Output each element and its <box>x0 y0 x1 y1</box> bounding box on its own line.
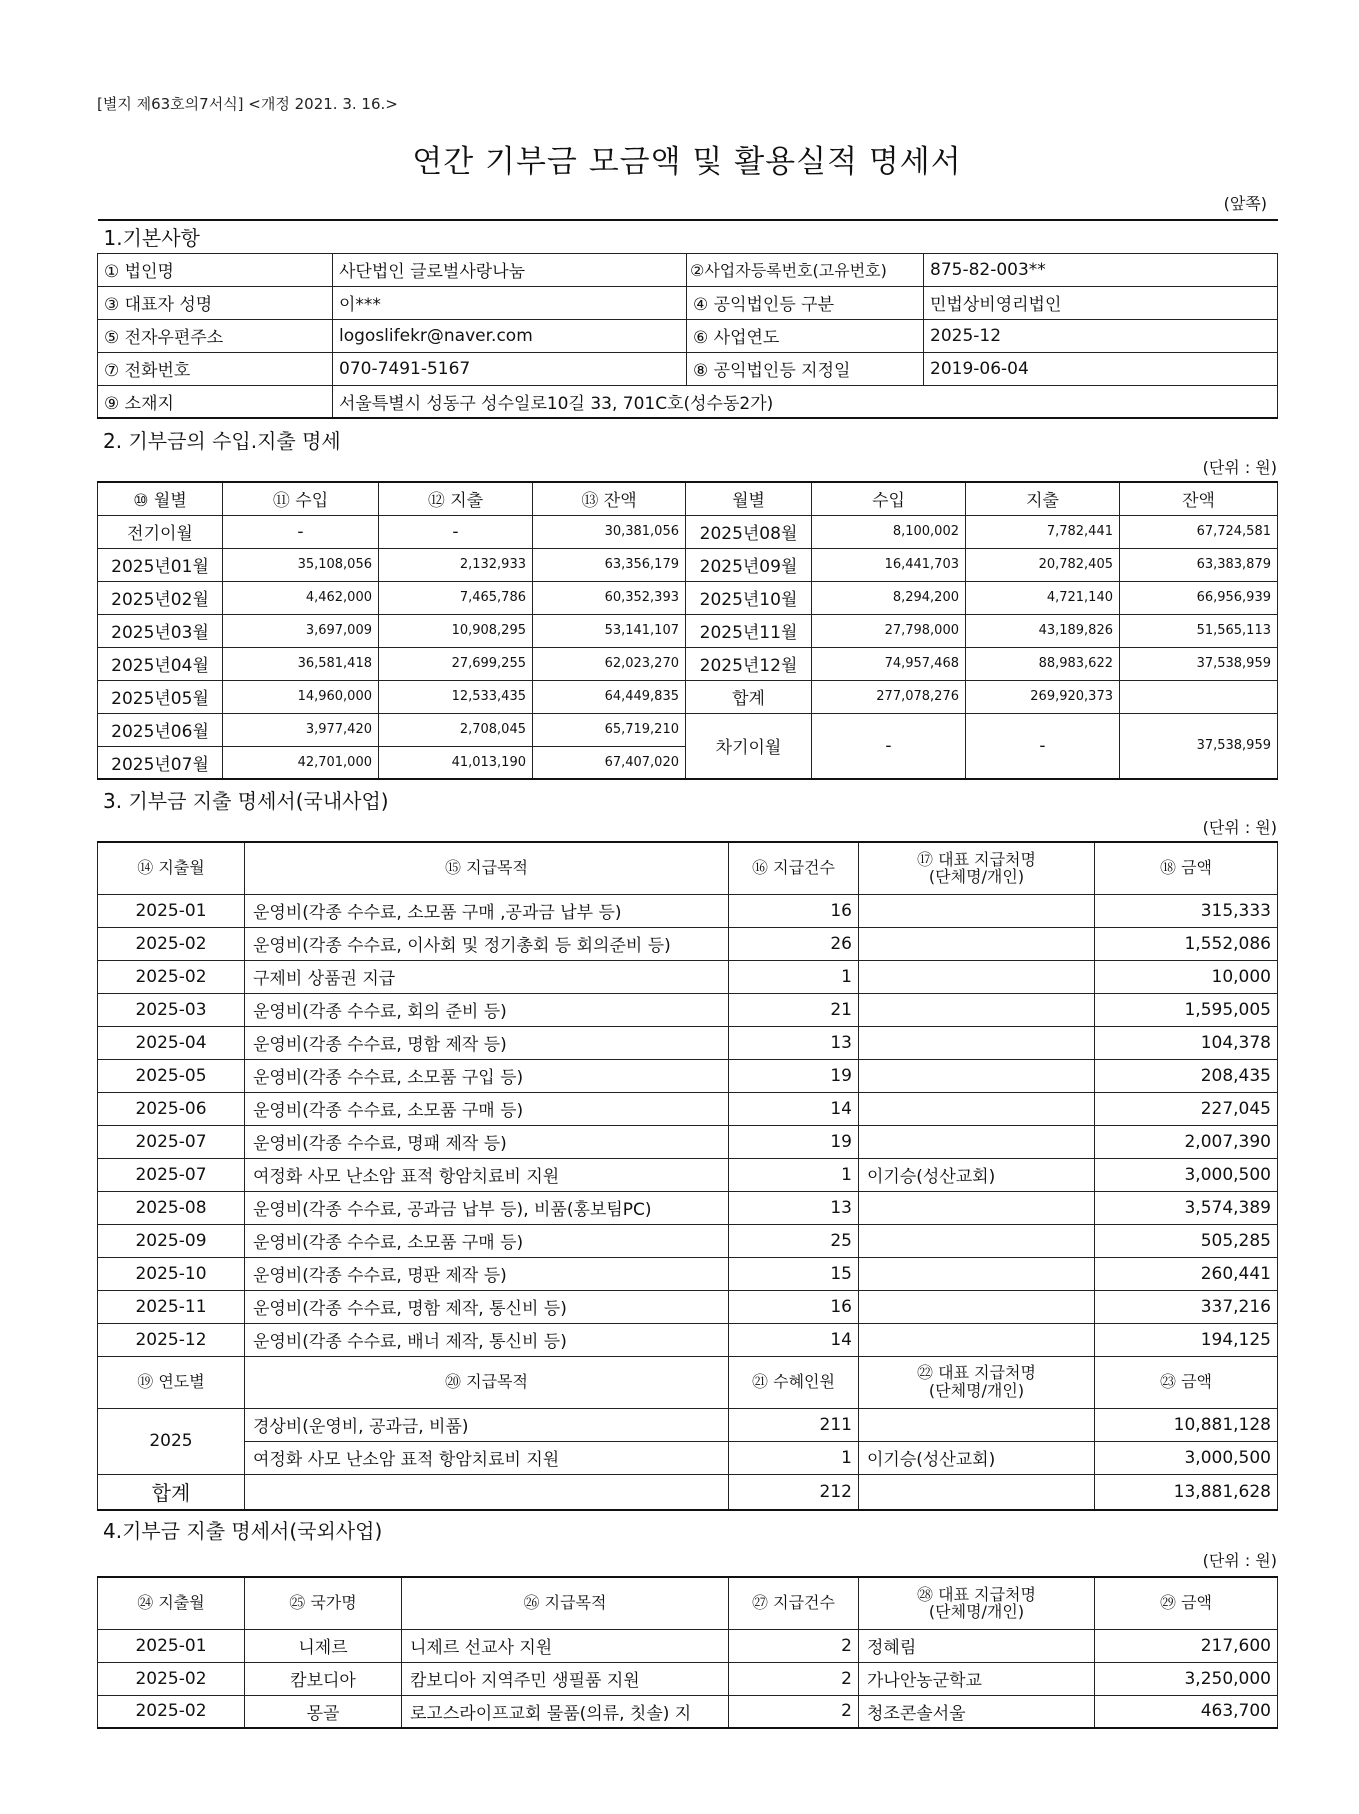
balance-cell: 53,141,107 <box>533 614 686 647</box>
month-cell: 2025년10월 <box>686 581 812 614</box>
corp-name-label: ① 법인명 <box>98 253 333 286</box>
income-cell: 8,294,200 <box>812 581 966 614</box>
count-cell: 13 <box>729 1191 859 1224</box>
payee-cell: 이기승(성산교회) <box>859 1158 1095 1191</box>
balance-cell: 62,023,270 <box>533 647 686 680</box>
rep-value: 이*** <box>333 286 687 319</box>
table-row <box>98 1323 1278 1356</box>
column-header: ⑩ 월별 <box>98 482 223 515</box>
table-row <box>98 548 1278 581</box>
column-header: ㉓ 금액 <box>1095 1356 1278 1408</box>
purpose-cell: 로고스라이프교회 물품(의류, 칫솔) 지 <box>402 1695 729 1728</box>
amount-cell: 227,045 <box>1095 1092 1278 1125</box>
purpose-cell: 운영비(각종 수수료, 공과금 납부 등), 비품(홍보팀PC) <box>245 1191 729 1224</box>
column-header: ㉙ 금액 <box>1095 1577 1278 1629</box>
table-row <box>98 1290 1278 1323</box>
section-1-title: 1.기본사항 <box>98 220 1278 253</box>
amount-cell: 104,378 <box>1095 1026 1278 1059</box>
rep-label: ③ 대표자 성명 <box>98 286 333 319</box>
income-cell: 3,697,009 <box>223 614 379 647</box>
table-row <box>98 1026 1278 1059</box>
month-cell: 2025년08월 <box>686 515 812 548</box>
month-cell: 2025-01 <box>98 1629 245 1662</box>
expense-cell: 4,721,140 <box>966 581 1120 614</box>
section-2-title: 2. 기부금의 수입.지출 명세 <box>103 429 341 453</box>
balance-cell: 67,724,581 <box>1120 515 1278 548</box>
column-header: ⑲ 연도별 <box>98 1356 245 1408</box>
amount-cell: 3,250,000 <box>1095 1662 1278 1695</box>
month-cell: 2025년01월 <box>98 548 223 581</box>
count-cell: 16 <box>729 1290 859 1323</box>
amount-cell: 10,000 <box>1095 960 1278 993</box>
payee-cell <box>859 1092 1095 1125</box>
section-3-title: 3. 기부금 지출 명세서(국내사업) <box>103 789 389 813</box>
count-cell: 25 <box>729 1224 859 1257</box>
income-cell: 4,462,000 <box>223 581 379 614</box>
purpose-cell <box>245 1474 729 1510</box>
column-header: ㉘ 대표 지급처명 (단체명/개인) <box>859 1577 1095 1629</box>
type-value: 민법상비영리법인 <box>924 286 1278 319</box>
count-cell: 14 <box>729 1092 859 1125</box>
section-4-title: 4.기부금 지출 명세서(국외사업) <box>103 1519 383 1543</box>
payee-cell: 이기승(성산교회) <box>859 1441 1095 1474</box>
balance-cell: 65,719,210 <box>533 713 686 746</box>
table-header-row <box>98 482 1278 515</box>
balance-cell: 30,381,056 <box>533 515 686 548</box>
payee-cell <box>859 927 1095 960</box>
count-cell: 2 <box>729 1695 859 1728</box>
form-id: [별지 제63호의7서식] <개정 2021. 3. 16.> <box>97 95 398 113</box>
expense-cell: 10,908,295 <box>379 614 533 647</box>
count-cell: 1 <box>729 1158 859 1191</box>
address-label: ⑨ 소재지 <box>98 385 333 418</box>
expense-cell: 269,920,373 <box>966 680 1120 713</box>
month-cell: 2025년09월 <box>686 548 812 581</box>
country-cell: 니제르 <box>245 1629 402 1662</box>
table-row <box>98 1092 1278 1125</box>
purpose-cell: 캄보디아 지역주민 생필품 지원 <box>402 1662 729 1695</box>
bizno-value: 875-82-003** <box>924 253 1278 286</box>
amount-cell: 3,000,500 <box>1095 1441 1278 1474</box>
balance-cell: 51,565,113 <box>1120 614 1278 647</box>
month-cell: 2025-12 <box>98 1323 245 1356</box>
expense-cell: 88,983,622 <box>966 647 1120 680</box>
income-cell: 16,441,703 <box>812 548 966 581</box>
month-cell: 2025-07 <box>98 1125 245 1158</box>
column-header: ㉖ 지급목적 <box>402 1577 729 1629</box>
month-cell: 2025-05 <box>98 1059 245 1092</box>
count-cell: 19 <box>729 1125 859 1158</box>
month-cell: 2025년04월 <box>98 647 223 680</box>
balance-cell: 67,407,020 <box>533 746 686 779</box>
purpose-cell: 운영비(각종 수수료, 소모품 구매 ,공과금 납부 등) <box>245 894 729 927</box>
purpose-cell: 여정화 사모 난소암 표적 항암치료비 지원 <box>245 1441 729 1474</box>
income-cell: 277,078,276 <box>812 680 966 713</box>
income-cell: 14,960,000 <box>223 680 379 713</box>
month-cell: 2025년03월 <box>98 614 223 647</box>
income-cell: 8,100,002 <box>812 515 966 548</box>
amount-cell: 208,435 <box>1095 1059 1278 1092</box>
table-row <box>98 993 1278 1026</box>
payee-cell <box>859 1257 1095 1290</box>
column-header: ㉗ 지급건수 <box>729 1577 859 1629</box>
carry-expense-cell: - <box>966 713 1120 779</box>
table-row <box>98 1662 1278 1695</box>
month-cell: 전기이월 <box>98 515 223 548</box>
expense-cell: - <box>379 515 533 548</box>
month-cell: 2025-06 <box>98 1092 245 1125</box>
amount-cell: 10,881,128 <box>1095 1408 1278 1441</box>
payee-cell <box>859 1191 1095 1224</box>
count-cell: 21 <box>729 993 859 1026</box>
month-cell: 2025년12월 <box>686 647 812 680</box>
domestic-table <box>97 841 1278 1511</box>
payee-cell <box>859 894 1095 927</box>
table-row <box>98 1408 1278 1441</box>
purpose-cell: 구제비 상품권 지급 <box>245 960 729 993</box>
ledger-table <box>97 481 1278 780</box>
year-value: 2025-12 <box>924 319 1278 352</box>
payee-cell <box>859 1323 1095 1356</box>
purpose-cell: 운영비(각종 수수료, 이사회 및 정기총회 등 회의준비 등) <box>245 927 729 960</box>
income-cell: 74,957,468 <box>812 647 966 680</box>
side-note: (앞쪽) <box>1223 194 1267 213</box>
count-cell: 211 <box>729 1408 859 1441</box>
table-row <box>98 927 1278 960</box>
month-cell: 2025-02 <box>98 1695 245 1728</box>
payee-cell <box>859 1224 1095 1257</box>
column-header: 월별 <box>686 482 812 515</box>
expense-cell: 7,465,786 <box>379 581 533 614</box>
purpose-cell: 운영비(각종 수수료, 소모품 구매 등) <box>245 1092 729 1125</box>
amount-cell: 194,125 <box>1095 1323 1278 1356</box>
table-row <box>98 1695 1278 1728</box>
payee-cell: 정혜림 <box>859 1629 1095 1662</box>
year-cell: 2025 <box>98 1408 245 1474</box>
column-header: ⑮ 지급목적 <box>245 842 729 894</box>
payee-cell: 청조콘솔서울 <box>859 1695 1095 1728</box>
month-cell: 합계 <box>686 680 812 713</box>
table-row <box>98 1257 1278 1290</box>
table-header-row <box>98 842 1278 894</box>
month-cell: 2025-02 <box>98 960 245 993</box>
amount-cell: 337,216 <box>1095 1290 1278 1323</box>
purpose-cell: 운영비(각종 수수료, 소모품 구입 등) <box>245 1059 729 1092</box>
phone-value: 070-7491-5167 <box>333 352 687 385</box>
count-cell: 2 <box>729 1629 859 1662</box>
table-row <box>98 1158 1278 1191</box>
type-label: ④ 공익법인등 구분 <box>687 286 924 319</box>
amount-cell: 217,600 <box>1095 1629 1278 1662</box>
table-row <box>98 1125 1278 1158</box>
amount-cell: 3,000,500 <box>1095 1158 1278 1191</box>
expense-cell: 27,699,255 <box>379 647 533 680</box>
purpose-cell: 경상비(운영비, 공과금, 비품) <box>245 1408 729 1441</box>
table-row <box>98 680 1278 713</box>
income-cell: 42,701,000 <box>223 746 379 779</box>
column-header: ⑳ 지급목적 <box>245 1356 729 1408</box>
total-label: 합계 <box>98 1474 245 1510</box>
month-cell: 2025년02월 <box>98 581 223 614</box>
table-row <box>98 647 1278 680</box>
country-cell: 몽골 <box>245 1695 402 1728</box>
designated-label: ⑧ 공익법인등 지정일 <box>687 352 924 385</box>
expense-cell: 41,013,190 <box>379 746 533 779</box>
table-header-row <box>98 1356 1278 1408</box>
payee-cell <box>859 1026 1095 1059</box>
payee-cell <box>859 1408 1095 1441</box>
total-row <box>98 1474 1278 1510</box>
payee-cell <box>859 1290 1095 1323</box>
month-cell: 2025-04 <box>98 1026 245 1059</box>
expense-cell: 2,708,045 <box>379 713 533 746</box>
amount-cell: 260,441 <box>1095 1257 1278 1290</box>
payee-cell: 가나안농군학교 <box>859 1662 1095 1695</box>
basic-info-table <box>97 219 1278 419</box>
balance-cell: 64,449,835 <box>533 680 686 713</box>
purpose-cell: 니제르 선교사 지원 <box>402 1629 729 1662</box>
table-header-row <box>98 1577 1278 1629</box>
table-row <box>98 614 1278 647</box>
count-cell: 16 <box>729 894 859 927</box>
column-header: 수입 <box>812 482 966 515</box>
column-header: 잔액 <box>1120 482 1278 515</box>
email-value: logoslifekr@naver.com <box>333 319 687 352</box>
column-header: ⑪ 수입 <box>223 482 379 515</box>
table-row <box>98 1629 1278 1662</box>
table-row <box>98 713 1278 746</box>
income-cell: 35,108,056 <box>223 548 379 581</box>
column-header: ⑭ 지출월 <box>98 842 245 894</box>
count-cell: 1 <box>729 960 859 993</box>
expense-cell: 20,782,405 <box>966 548 1120 581</box>
amount-cell: 315,333 <box>1095 894 1278 927</box>
unit-note-2: (단위 : 원) <box>1202 458 1277 477</box>
month-cell: 2025-01 <box>98 894 245 927</box>
month-cell: 2025-02 <box>98 1662 245 1695</box>
payee-cell <box>859 1474 1095 1510</box>
country-cell: 캄보디아 <box>245 1662 402 1695</box>
month-cell: 2025년05월 <box>98 680 223 713</box>
table-row <box>98 515 1278 548</box>
month-cell: 2025-07 <box>98 1158 245 1191</box>
page-title: 연간 기부금 모금액 및 활용실적 명세서 <box>412 144 962 180</box>
table-row <box>98 581 1278 614</box>
month-cell: 2025-03 <box>98 993 245 1026</box>
column-header: ⑱ 금액 <box>1095 842 1278 894</box>
unit-note-3: (단위 : 원) <box>1202 818 1277 837</box>
count-cell: 19 <box>729 1059 859 1092</box>
column-header: ㉒ 대표 지급처명 (단체명/개인) <box>859 1356 1095 1408</box>
total-count: 212 <box>729 1474 859 1510</box>
table-row <box>98 1191 1278 1224</box>
month-cell: 2025-09 <box>98 1224 245 1257</box>
amount-cell: 463,700 <box>1095 1695 1278 1728</box>
carry-income-cell: - <box>812 713 966 779</box>
expense-cell: 7,782,441 <box>966 515 1120 548</box>
column-header: ㉑ 수혜인원 <box>729 1356 859 1408</box>
address-value: 서울특별시 성동구 성수일로10길 33, 701C호(성수동2가) <box>333 385 1278 418</box>
expense-cell: 12,533,435 <box>379 680 533 713</box>
amount-cell: 3,574,389 <box>1095 1191 1278 1224</box>
table-row <box>98 1059 1278 1092</box>
balance-cell: 66,956,939 <box>1120 581 1278 614</box>
column-header: ⑯ 지급건수 <box>729 842 859 894</box>
count-cell: 13 <box>729 1026 859 1059</box>
overseas-table <box>97 1576 1278 1729</box>
balance-cell: 63,356,179 <box>533 548 686 581</box>
purpose-cell: 운영비(각종 수수료, 소모품 구매 등) <box>245 1224 729 1257</box>
corp-name-value: 사단법인 글로벌사랑나눔 <box>333 253 687 286</box>
designated-value: 2019-06-04 <box>924 352 1278 385</box>
purpose-cell: 운영비(각종 수수료, 명함 제작 등) <box>245 1026 729 1059</box>
total-amount: 13,881,628 <box>1095 1474 1278 1510</box>
count-cell: 1 <box>729 1441 859 1474</box>
payee-cell <box>859 1059 1095 1092</box>
balance-cell <box>1120 680 1278 713</box>
amount-cell: 1,552,086 <box>1095 927 1278 960</box>
column-header: ⑫ 지출 <box>379 482 533 515</box>
month-cell: 2025-08 <box>98 1191 245 1224</box>
column-header: ⑬ 잔액 <box>533 482 686 515</box>
table-row <box>98 960 1278 993</box>
month-cell: 2025년07월 <box>98 746 223 779</box>
phone-label: ⑦ 전화번호 <box>98 352 333 385</box>
column-header: 지출 <box>966 482 1120 515</box>
purpose-cell: 운영비(각종 수수료, 명판 제작 등) <box>245 1257 729 1290</box>
income-cell: 27,798,000 <box>812 614 966 647</box>
amount-cell: 505,285 <box>1095 1224 1278 1257</box>
count-cell: 14 <box>729 1323 859 1356</box>
carry-month-cell: 차기이월 <box>686 713 812 779</box>
column-header: ⑰ 대표 지급처명 (단체명/개인) <box>859 842 1095 894</box>
count-cell: 15 <box>729 1257 859 1290</box>
table-row <box>98 894 1278 927</box>
balance-cell: 60,352,393 <box>533 581 686 614</box>
payee-cell <box>859 1125 1095 1158</box>
month-cell: 2025년06월 <box>98 713 223 746</box>
purpose-cell: 여정화 사모 난소암 표적 항암치료비 지원 <box>245 1158 729 1191</box>
expense-cell: 43,189,826 <box>966 614 1120 647</box>
purpose-cell: 운영비(각종 수수료, 회의 준비 등) <box>245 993 729 1026</box>
month-cell: 2025-11 <box>98 1290 245 1323</box>
income-cell: 3,977,420 <box>223 713 379 746</box>
month-cell: 2025년11월 <box>686 614 812 647</box>
payee-cell <box>859 993 1095 1026</box>
column-header: ㉕ 국가명 <box>245 1577 402 1629</box>
income-cell: 36,581,418 <box>223 647 379 680</box>
count-cell: 26 <box>729 927 859 960</box>
month-cell: 2025-02 <box>98 927 245 960</box>
bizno-label: ②사업자등록번호(고유번호) <box>687 253 924 286</box>
balance-cell: 63,383,879 <box>1120 548 1278 581</box>
table-row <box>98 1441 1278 1474</box>
table-row <box>98 1224 1278 1257</box>
purpose-cell: 운영비(각종 수수료, 배너 제작, 통신비 등) <box>245 1323 729 1356</box>
purpose-cell: 운영비(각종 수수료, 명패 제작 등) <box>245 1125 729 1158</box>
column-header: ㉔ 지출월 <box>98 1577 245 1629</box>
amount-cell: 1,595,005 <box>1095 993 1278 1026</box>
month-cell: 2025-10 <box>98 1257 245 1290</box>
balance-cell: 37,538,959 <box>1120 647 1278 680</box>
income-cell: - <box>223 515 379 548</box>
unit-note-4: (단위 : 원) <box>1202 1551 1277 1570</box>
purpose-cell: 운영비(각종 수수료, 명함 제작, 통신비 등) <box>245 1290 729 1323</box>
expense-cell: 2,132,933 <box>379 548 533 581</box>
payee-cell <box>859 960 1095 993</box>
year-label: ⑥ 사업연도 <box>687 319 924 352</box>
amount-cell: 2,007,390 <box>1095 1125 1278 1158</box>
count-cell: 2 <box>729 1662 859 1695</box>
carry-balance-cell: 37,538,959 <box>1120 713 1278 779</box>
email-label: ⑤ 전자우편주소 <box>98 319 333 352</box>
